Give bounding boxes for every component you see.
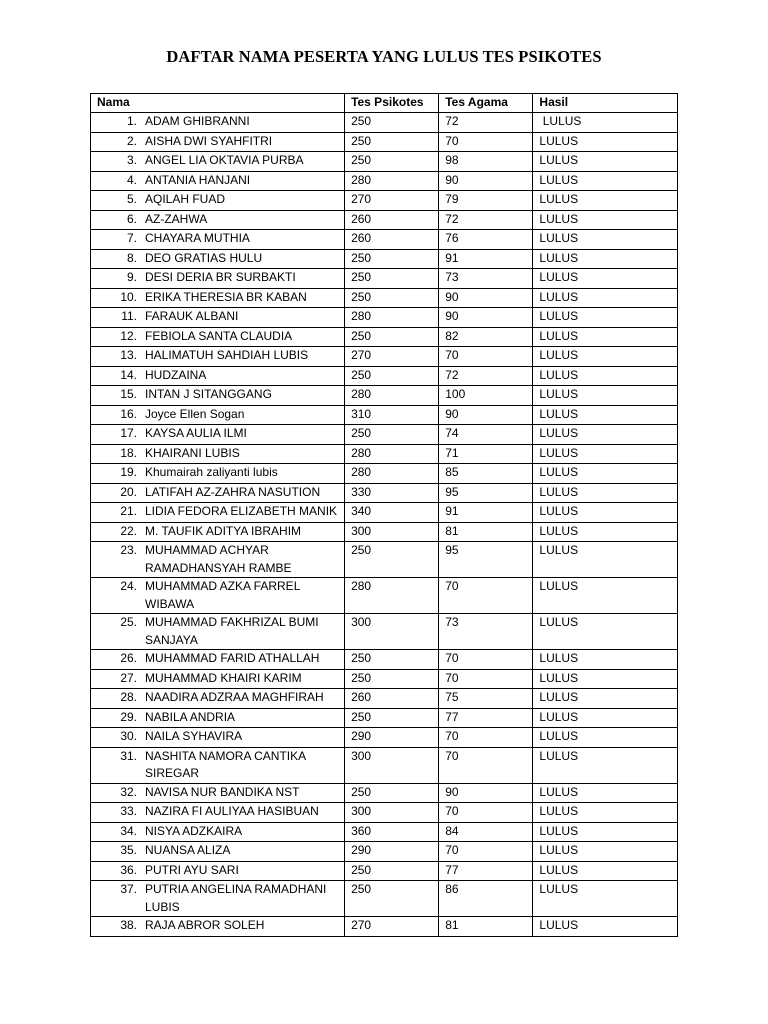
cell-tes-agama: 70: [439, 803, 533, 823]
cell-hasil: LULUS: [533, 650, 678, 670]
participant-name: KAYSA AULIA ILMI: [145, 426, 247, 440]
cell-nama: [91, 210, 345, 230]
cell-hasil: LULUS: [533, 842, 678, 862]
table-row: [91, 171, 678, 191]
row-number: 22.: [120, 523, 137, 538]
table-row: [91, 822, 678, 842]
cell-tes-agama: 77: [439, 861, 533, 881]
cell-tes-psikotes: 340: [345, 503, 439, 523]
cell-nama: [91, 614, 345, 650]
cell-tes-agama: 70: [439, 669, 533, 689]
cell-hasil: LULUS: [533, 503, 678, 523]
participant-name: MUHAMMAD AZKA FARREL WIBAWA: [145, 579, 300, 611]
participant-name: NUANSA ALIZA: [145, 843, 231, 857]
row-number: 10.: [120, 289, 137, 304]
participant-name: RAJA ABROR SOLEH: [145, 918, 265, 932]
cell-hasil: LULUS: [533, 783, 678, 803]
participant-name: NAVISA NUR BANDIKA NST: [145, 784, 300, 799]
row-number: 32.: [120, 784, 137, 799]
table-row: [91, 444, 678, 464]
table-row: [91, 327, 678, 347]
cell-tes-psikotes: 250: [345, 288, 439, 308]
cell-tes-psikotes: 250: [345, 249, 439, 269]
row-number: 37.: [120, 882, 137, 896]
participant-name: Joyce Ellen Sogan: [145, 406, 245, 421]
cell-tes-psikotes: 250: [345, 650, 439, 670]
table-row: [91, 483, 678, 503]
row-number: 23.: [120, 543, 137, 557]
participant-name: M. TAUFIK ADITYA IBRAHIM: [145, 523, 302, 538]
cell-tes-psikotes: 250: [345, 132, 439, 152]
cell-tes-psikotes: 250: [345, 881, 439, 917]
participant-name: MUHAMMAD KHAIRI KARIM: [145, 670, 302, 685]
cell-tes-agama: 70: [439, 347, 533, 367]
cell-hasil: LULUS: [533, 327, 678, 347]
cell-tes-agama: 85: [439, 464, 533, 484]
cell-tes-psikotes: 250: [345, 425, 439, 445]
cell-tes-agama: 70: [439, 132, 533, 152]
cell-hasil: LULUS: [533, 803, 678, 823]
row-number: 5.: [126, 192, 137, 206]
table-row: [91, 230, 678, 250]
cell-hasil: LULUS: [533, 614, 678, 650]
cell-nama: [91, 405, 345, 425]
table-row: [91, 861, 678, 881]
table-row: [91, 464, 678, 484]
cell-tes-agama: 72: [439, 210, 533, 230]
participant-name: PUTRI AYU SARI: [145, 862, 239, 877]
cell-tes-agama: 81: [439, 917, 533, 937]
cell-nama: [91, 861, 345, 881]
table-row: [91, 405, 678, 425]
cell-nama: [91, 113, 345, 133]
cell-hasil: LULUS: [533, 347, 678, 367]
table-row: [91, 152, 678, 172]
cell-hasil: LULUS: [533, 861, 678, 881]
table-row: [91, 708, 678, 728]
table-row: [91, 132, 678, 152]
cell-tes-psikotes: 280: [345, 386, 439, 406]
cell-hasil: LULUS: [533, 405, 678, 425]
participant-name: FEBIOLA SANTA CLAUDIA: [145, 328, 293, 343]
cell-tes-psikotes: 310: [345, 405, 439, 425]
row-number: 8.: [126, 250, 137, 265]
table-row: [91, 386, 678, 406]
cell-nama: [91, 822, 345, 842]
participant-name: NAILA SYHAVIRA: [145, 729, 243, 743]
table-row: [91, 803, 678, 823]
cell-nama: [91, 171, 345, 191]
row-number: 14.: [120, 367, 137, 382]
cell-tes-psikotes: 280: [345, 464, 439, 484]
cell-nama: [91, 132, 345, 152]
cell-tes-agama: 73: [439, 614, 533, 650]
cell-tes-psikotes: 250: [345, 708, 439, 728]
cell-hasil: LULUS: [533, 542, 678, 578]
row-number: 1.: [126, 114, 137, 128]
cell-hasil: LULUS: [533, 917, 678, 937]
cell-nama: [91, 542, 345, 578]
cell-hasil: LULUS: [533, 728, 678, 748]
cell-tes-agama: 90: [439, 308, 533, 328]
cell-nama: [91, 747, 345, 783]
header-hasil: Hasil: [533, 94, 678, 113]
row-number: 16.: [120, 406, 137, 421]
cell-nama: [91, 708, 345, 728]
cell-nama: [91, 191, 345, 211]
participant-name: Khumairah zaliyanti lubis: [145, 465, 278, 479]
cell-tes-psikotes: 250: [345, 861, 439, 881]
cell-hasil: LULUS: [533, 210, 678, 230]
table-row: [91, 503, 678, 523]
table-row: [91, 288, 678, 308]
cell-tes-agama: 74: [439, 425, 533, 445]
row-number: 21.: [120, 504, 137, 518]
row-number: 15.: [120, 387, 137, 401]
cell-tes-agama: 90: [439, 171, 533, 191]
participant-name: HUDZAINA: [145, 367, 207, 382]
cell-nama: [91, 503, 345, 523]
cell-hasil: LULUS: [533, 171, 678, 191]
participant-name: FARAUK ALBANI: [145, 309, 239, 323]
participant-name: ANTANIA HANJANI: [145, 172, 251, 187]
participant-name: AZ-ZAHWA: [145, 211, 208, 226]
cell-nama: [91, 650, 345, 670]
row-number: 2.: [126, 133, 137, 148]
cell-tes-agama: 75: [439, 689, 533, 709]
cell-tes-agama: 82: [439, 327, 533, 347]
row-number: 29.: [120, 709, 137, 724]
table-row: [91, 249, 678, 269]
cell-nama: [91, 464, 345, 484]
cell-nama: [91, 308, 345, 328]
participant-name: MUHAMMAD FARID ATHALLAH: [145, 651, 320, 665]
table-row: [91, 308, 678, 328]
cell-hasil: LULUS: [533, 152, 678, 172]
cell-nama: [91, 803, 345, 823]
row-number: 24.: [120, 579, 137, 593]
cell-nama: [91, 386, 345, 406]
cell-hasil: LULUS: [533, 747, 678, 783]
participant-name: MUHAMMAD FAKHRIZAL BUMI SANJAYA: [145, 615, 319, 647]
participant-name: ADAM GHIBRANNI: [145, 114, 250, 128]
cell-tes-psikotes: 300: [345, 747, 439, 783]
cell-tes-psikotes: 270: [345, 347, 439, 367]
cell-hasil: LULUS: [533, 113, 678, 133]
cell-nama: [91, 444, 345, 464]
participant-name: MUHAMMAD ACHYAR RAMADHANSYAH RAMBE: [145, 543, 292, 575]
results-table: [90, 93, 678, 937]
row-number: 9.: [126, 270, 137, 284]
cell-nama: [91, 689, 345, 709]
cell-tes-agama: 70: [439, 747, 533, 783]
page-title: DAFTAR NAMA PESERTA YANG LULUS TES PSIKOTES: [166, 47, 602, 66]
cell-tes-psikotes: 270: [345, 191, 439, 211]
row-number: 19.: [120, 465, 137, 479]
cell-tes-agama: 79: [439, 191, 533, 211]
cell-nama: [91, 347, 345, 367]
cell-tes-psikotes: 280: [345, 308, 439, 328]
cell-tes-agama: 81: [439, 522, 533, 542]
cell-hasil: LULUS: [533, 522, 678, 542]
cell-tes-agama: 70: [439, 728, 533, 748]
participant-name: LIDIA FEDORA ELIZABETH MANIK: [145, 504, 338, 518]
cell-hasil: LULUS: [533, 230, 678, 250]
cell-nama: [91, 578, 345, 614]
table-row: [91, 269, 678, 289]
cell-hasil: LULUS: [533, 132, 678, 152]
cell-tes-psikotes: 280: [345, 171, 439, 191]
cell-tes-agama: 95: [439, 483, 533, 503]
row-number: 18.: [120, 445, 137, 460]
cell-tes-psikotes: 360: [345, 822, 439, 842]
table-row: [91, 747, 678, 783]
cell-tes-agama: 72: [439, 113, 533, 133]
cell-tes-psikotes: 280: [345, 578, 439, 614]
cell-tes-agama: 90: [439, 288, 533, 308]
cell-tes-psikotes: 250: [345, 152, 439, 172]
cell-tes-agama: 90: [439, 405, 533, 425]
cell-tes-psikotes: 260: [345, 689, 439, 709]
cell-tes-agama: 95: [439, 542, 533, 578]
cell-tes-agama: 84: [439, 822, 533, 842]
cell-tes-psikotes: 290: [345, 728, 439, 748]
cell-tes-psikotes: 330: [345, 483, 439, 503]
table-row: [91, 728, 678, 748]
cell-nama: [91, 327, 345, 347]
cell-tes-agama: 91: [439, 503, 533, 523]
cell-hasil: LULUS: [533, 689, 678, 709]
table-row: [91, 113, 678, 133]
cell-nama: [91, 366, 345, 386]
row-number: 35.: [120, 843, 137, 857]
cell-tes-psikotes: 250: [345, 669, 439, 689]
cell-tes-agama: 70: [439, 578, 533, 614]
participant-name: ANGEL LIA OKTAVIA PURBA: [145, 153, 304, 167]
cell-tes-psikotes: 250: [345, 269, 439, 289]
participant-name: PUTRIA ANGELINA RAMADHANI LUBIS: [145, 882, 327, 914]
cell-nama: [91, 783, 345, 803]
participant-name: NAADIRA ADZRAA MAGHFIRAH: [145, 690, 324, 704]
cell-nama: [91, 249, 345, 269]
cell-hasil: LULUS: [533, 288, 678, 308]
row-number: 33.: [120, 804, 137, 818]
participant-name: HALIMATUH SAHDIAH LUBIS: [145, 348, 309, 362]
cell-nama: [91, 842, 345, 862]
cell-hasil: LULUS: [533, 425, 678, 445]
row-number: 11.: [121, 309, 137, 323]
cell-tes-psikotes: 270: [345, 917, 439, 937]
table-row: [91, 542, 678, 578]
row-number: 3.: [126, 153, 137, 167]
row-number: 26.: [120, 651, 137, 665]
row-number: 38.: [120, 918, 137, 932]
cell-nama: [91, 522, 345, 542]
cell-nama: [91, 881, 345, 917]
table-row: [91, 917, 678, 937]
row-number: 17.: [120, 426, 137, 440]
row-number: 25.: [120, 615, 137, 629]
table-row: [91, 210, 678, 230]
cell-tes-agama: 90: [439, 783, 533, 803]
participant-name: NABILA ANDRIA: [145, 709, 236, 724]
cell-hasil: LULUS: [533, 708, 678, 728]
cell-hasil: LULUS: [533, 578, 678, 614]
table-row: [91, 669, 678, 689]
participant-name: LATIFAH AZ-ZAHRA NASUTION: [145, 484, 321, 499]
row-number: 34.: [120, 823, 137, 838]
cell-tes-psikotes: 250: [345, 327, 439, 347]
participant-name: DESI DERIA BR SURBAKTI: [145, 270, 296, 284]
cell-hasil: LULUS: [533, 191, 678, 211]
cell-tes-psikotes: 300: [345, 522, 439, 542]
cell-hasil: LULUS: [533, 366, 678, 386]
row-number: 7.: [126, 231, 137, 245]
table-row: [91, 366, 678, 386]
cell-tes-agama: 72: [439, 366, 533, 386]
participant-name: AQILAH FUAD: [145, 192, 226, 206]
cell-tes-psikotes: 290: [345, 842, 439, 862]
cell-tes-psikotes: 250: [345, 366, 439, 386]
table-row: [91, 842, 678, 862]
participant-name: INTAN J SITANGGANG: [145, 387, 272, 401]
cell-nama: [91, 728, 345, 748]
cell-tes-agama: 86: [439, 881, 533, 917]
row-number: 13.: [120, 348, 137, 362]
cell-hasil: LULUS: [533, 386, 678, 406]
table-row: [91, 689, 678, 709]
cell-tes-psikotes: 250: [345, 783, 439, 803]
cell-tes-agama: 71: [439, 444, 533, 464]
row-number: 30.: [120, 729, 137, 743]
participant-name: CHAYARA MUTHIA: [145, 231, 250, 245]
cell-tes-psikotes: 280: [345, 444, 439, 464]
participant-name: DEO GRATIAS HULU: [145, 250, 263, 265]
cell-nama: [91, 917, 345, 937]
cell-hasil: LULUS: [533, 249, 678, 269]
row-number: 31.: [120, 748, 137, 763]
participant-name: NAZIRA FI AULIYAA HASIBUAN: [145, 804, 319, 818]
participant-name: ERIKA THERESIA BR KABAN: [145, 289, 307, 304]
cell-nama: [91, 152, 345, 172]
row-number: 12.: [120, 328, 137, 343]
participant-name: KHAIRANI LUBIS: [145, 445, 240, 460]
participant-name: NISYA ADZKAIRA: [145, 823, 243, 838]
cell-tes-psikotes: 260: [345, 210, 439, 230]
cell-nama: [91, 425, 345, 445]
row-number: 36.: [120, 862, 137, 877]
header-tes-agama: Tes Agama: [439, 94, 533, 113]
cell-nama: [91, 669, 345, 689]
cell-tes-psikotes: 250: [345, 542, 439, 578]
cell-hasil: LULUS: [533, 444, 678, 464]
cell-tes-agama: 91: [439, 249, 533, 269]
cell-hasil: LULUS: [533, 308, 678, 328]
cell-nama: [91, 230, 345, 250]
table-row: [91, 614, 678, 650]
cell-hasil: LULUS: [533, 483, 678, 503]
header-tes-psikotes: Tes Psikotes: [345, 94, 439, 113]
cell-nama: [91, 288, 345, 308]
cell-hasil: LULUS: [533, 669, 678, 689]
row-number: 20.: [120, 484, 137, 499]
participant-name: NASHITA NAMORA CANTIKA SIREGAR: [145, 748, 306, 780]
table-row: [91, 881, 678, 917]
header-nama: Nama: [91, 94, 345, 113]
table-row: [91, 783, 678, 803]
table-row: [91, 347, 678, 367]
row-number: 4.: [126, 172, 137, 187]
table-row: [91, 650, 678, 670]
cell-nama: [91, 483, 345, 503]
cell-tes-agama: 76: [439, 230, 533, 250]
cell-hasil: LULUS: [533, 464, 678, 484]
cell-nama: [91, 269, 345, 289]
cell-tes-psikotes: 260: [345, 230, 439, 250]
cell-tes-agama: 70: [439, 650, 533, 670]
participant-name: AISHA DWI SYAHFITRI: [145, 133, 273, 148]
table-row: [91, 425, 678, 445]
table-row: [91, 191, 678, 211]
cell-tes-agama: 70: [439, 842, 533, 862]
cell-tes-psikotes: 300: [345, 614, 439, 650]
cell-tes-agama: 100: [439, 386, 533, 406]
cell-tes-psikotes: 300: [345, 803, 439, 823]
cell-hasil: LULUS: [533, 269, 678, 289]
table-row: [91, 578, 678, 614]
row-number: 6.: [126, 211, 137, 226]
row-number: 27.: [120, 670, 137, 685]
cell-tes-agama: 73: [439, 269, 533, 289]
cell-tes-agama: 98: [439, 152, 533, 172]
table-row: [91, 522, 678, 542]
cell-hasil: LULUS: [533, 822, 678, 842]
cell-tes-psikotes: 250: [345, 113, 439, 133]
cell-hasil: LULUS: [533, 881, 678, 917]
table-header-row: [91, 94, 678, 113]
cell-tes-agama: 77: [439, 708, 533, 728]
row-number: 28.: [120, 690, 137, 704]
